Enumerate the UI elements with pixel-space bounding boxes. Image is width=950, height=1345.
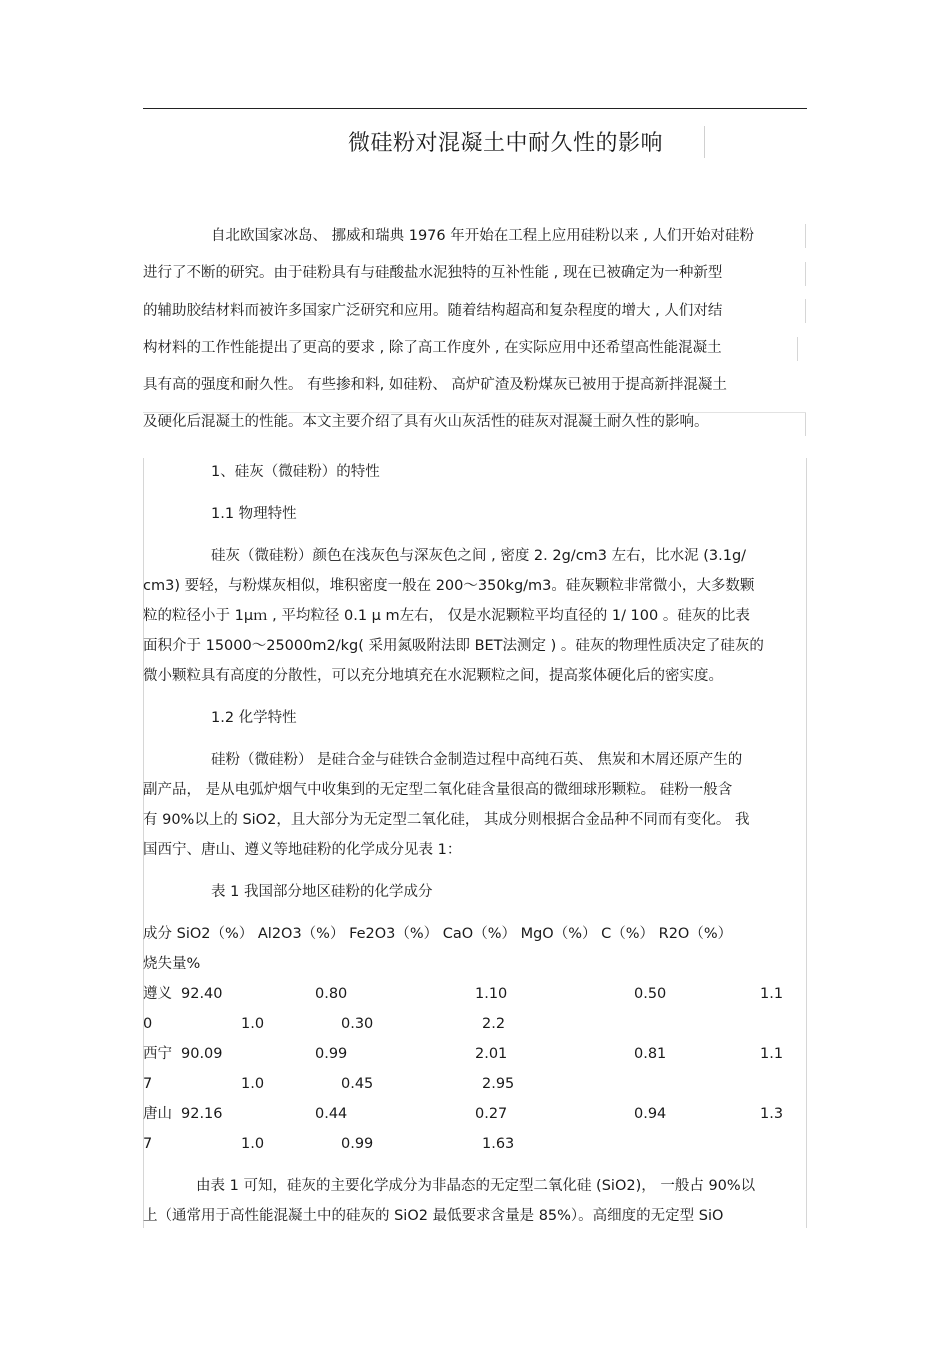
frame-line bbox=[805, 224, 806, 248]
table-header: 烧失量% bbox=[143, 956, 201, 972]
cell-value: 1.0 bbox=[241, 1136, 265, 1152]
physical-line: 微小颗粒具有高度的分散性，可以充分地填充在水泥颗粒之间，提高浆体硬化后的密实度。 bbox=[143, 668, 723, 684]
chemical-line: 硅粉（微硅粉） 是硅合金与硅铁合金制造过程中高纯石英、 焦炭和木屑还原产生的 bbox=[211, 752, 743, 768]
cell-r2o: 1.1 bbox=[760, 1046, 784, 1062]
frame-line bbox=[797, 337, 798, 361]
frame-line bbox=[805, 299, 806, 323]
cell-r2o-wrap: 7 bbox=[143, 1076, 153, 1092]
conclusion-line: 由表 1 可知，硅灰的主要化学成分为非晶态的无定型二氧化硅 (SiO2)， 一般占 90%以 bbox=[196, 1178, 756, 1194]
cell-c: 0.94 bbox=[634, 1106, 667, 1122]
cell-c: 0.50 bbox=[634, 986, 667, 1002]
physical-line: 粒的粒径小于 1μｍ , 平均粒径 0.1 μ m左右， 仅是水泥颗粒平均直径的 1/ 100 。硅灰的比表 bbox=[143, 608, 750, 624]
conclusion-line: 上（通常用于高性能混凝土中的硅灰的 SiO2 最低要求含量是 85%）。高细度的无定型 SiO bbox=[143, 1208, 724, 1224]
table-caption: 表 1 我国部分地区硅粉的化学成分 bbox=[211, 884, 433, 900]
subsection-heading: 1.1 物理特性 bbox=[211, 506, 297, 522]
intro-line: 具有高的强度和耐久性。 有些掺和料, 如硅粉、 高炉矿渣及粉煤灰已被用于提高新拌混凝土 bbox=[143, 377, 727, 393]
intro-line: 的辅助胶结材料而被许多国家广泛研究和应用。随着结构超高和复杂程度的增大 , 人们对结 bbox=[143, 303, 723, 319]
cell-value: 1.0 bbox=[241, 1076, 265, 1092]
cell-r2o-wrap: 7 bbox=[143, 1136, 153, 1152]
subsection-heading: 1.2 化学特性 bbox=[211, 710, 297, 726]
cell-loss: 2.2 bbox=[482, 1016, 506, 1032]
cell-sio2: 92.16 bbox=[181, 1106, 223, 1122]
cell-loss: 1.63 bbox=[482, 1136, 515, 1152]
cell-cao: 1.10 bbox=[475, 986, 508, 1002]
intro-line: 构材料的工作性能提出了更高的要求 , 除了高工作度外 , 在实际应用中还希望高性能混凝土 bbox=[143, 340, 722, 356]
table-header: 成分 SiO2（%） Al2O3（%） Fe2O3（%） CaO（%） MgO（%） C（%） R2O（%） bbox=[143, 926, 733, 942]
cell-value: 0.30 bbox=[341, 1016, 374, 1032]
header-rule bbox=[143, 108, 807, 109]
row-name: 唐山 bbox=[143, 1106, 172, 1122]
cell-loss: 2.95 bbox=[482, 1076, 515, 1092]
row-name: 遵义 bbox=[143, 986, 172, 1002]
frame-line bbox=[805, 412, 806, 436]
cell-sio2: 90.09 bbox=[181, 1046, 223, 1062]
cell-cao: 2.01 bbox=[475, 1046, 508, 1062]
chemical-line: 有 90%以上的 SiO2，且大部分为无定型二氧化硅， 其成分则根据合金品种不同而有变化。 我 bbox=[143, 812, 750, 828]
intro-line: 进行了不断的研究。由于硅粉具有与硅酸盐水泥独特的互补性能 , 现在已被确定为一种新型 bbox=[143, 265, 723, 281]
cell-value: 0.99 bbox=[341, 1136, 374, 1152]
chemical-line: 国西宁、唐山、遵义等地硅粉的化学成分见表 1： bbox=[143, 842, 462, 858]
intro-line: 及硬化后混凝土的性能。本文主要介绍了具有火山灰活性的硅灰对混凝土耐久性的影响。 bbox=[143, 414, 709, 430]
frame-line bbox=[805, 262, 806, 286]
physical-line: 硅灰（微硅粉）颜色在浅灰色与深灰色之间 , 密度 2. 2g/cm3 左右，比水泥 (3.1g/ bbox=[211, 548, 747, 564]
cell-c: 0.81 bbox=[634, 1046, 667, 1062]
frame-line bbox=[806, 458, 807, 1228]
cell-r2o-wrap: 0 bbox=[143, 1016, 153, 1032]
cell-al2o3: 0.44 bbox=[315, 1106, 348, 1122]
cell-r2o: 1.1 bbox=[760, 986, 784, 1002]
intro-line: 自北欧国家冰岛、 挪威和瑞典 1976 年开始在工程上应用硅粉以来 , 人们开始对硅粉 bbox=[211, 228, 755, 244]
cell-sio2: 92.40 bbox=[181, 986, 223, 1002]
cell-r2o: 1.3 bbox=[760, 1106, 784, 1122]
row-name: 西宁 bbox=[143, 1046, 172, 1062]
section-heading: 1、硅灰（微硅粉）的特性 bbox=[211, 464, 380, 480]
physical-line: 面积介于 15000～25000m2/kg( 采用氮吸附法即 BET法测定 ) 。硅灰的物理性质决定了硅灰的 bbox=[143, 638, 764, 654]
cell-al2o3: 0.80 bbox=[315, 986, 348, 1002]
cell-al2o3: 0.99 bbox=[315, 1046, 348, 1062]
physical-line: cm3) 要轻，与粉煤灰相似，堆积密度一般在 200～350kg/m3。硅灰颗粒非常微小，大多数颗 bbox=[143, 578, 755, 594]
document-title: 微硅粉对混凝土中耐久性的影响 bbox=[348, 131, 664, 156]
chemical-line: 副产品， 是从电弧炉烟气中收集到的无定型二氧化硅含量很高的微细球形颗粒。 硅粉一般含 bbox=[143, 782, 733, 798]
cell-value: 1.0 bbox=[241, 1016, 265, 1032]
cell-cao: 0.27 bbox=[475, 1106, 508, 1122]
cell-value: 0.45 bbox=[341, 1076, 374, 1092]
